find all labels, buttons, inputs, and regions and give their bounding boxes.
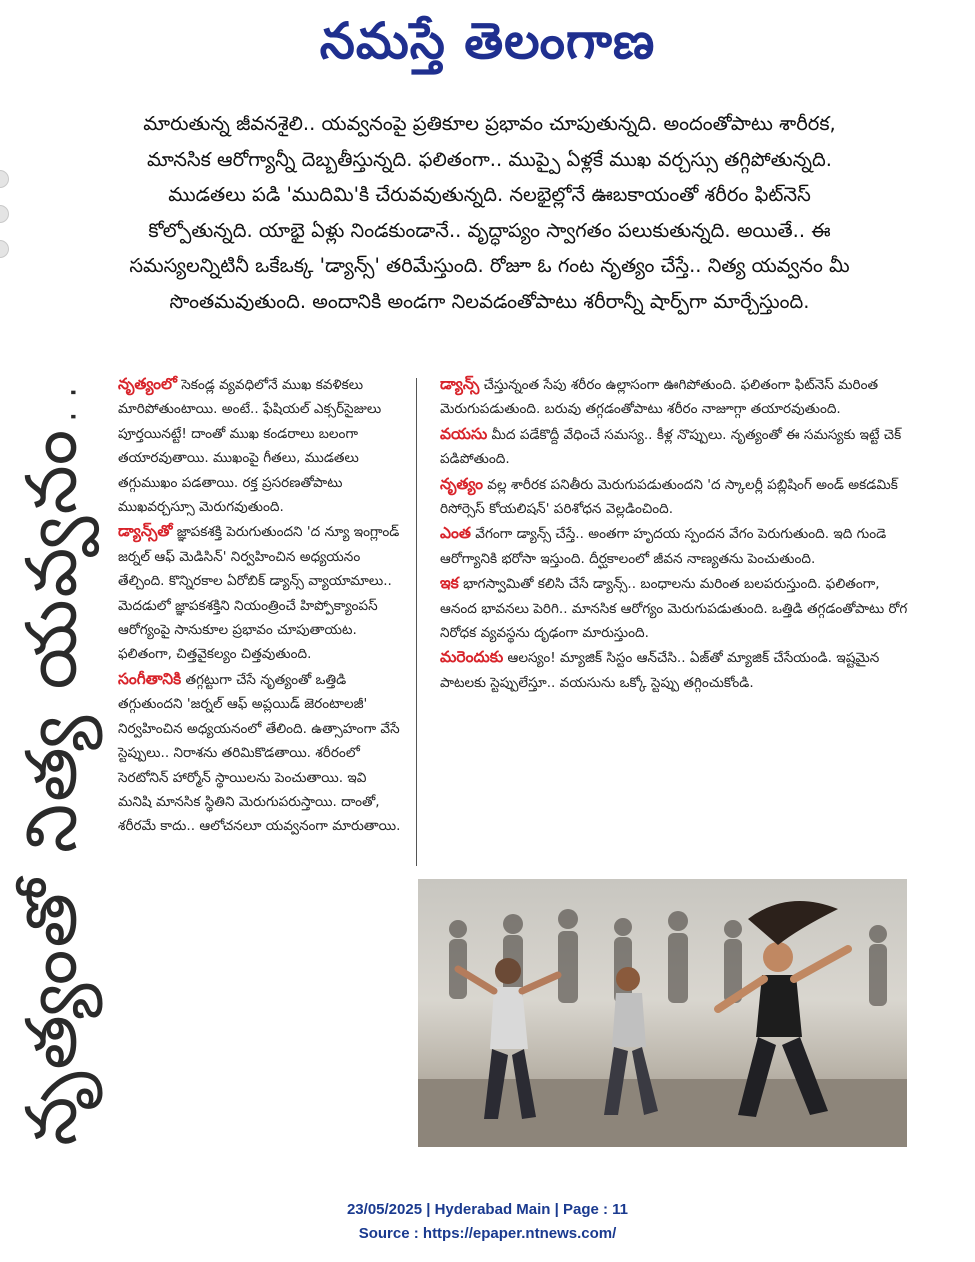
vertical-headline bbox=[10, 372, 106, 1152]
left-column bbox=[118, 372, 404, 839]
article-paragraph bbox=[440, 521, 908, 571]
punch-holes bbox=[0, 170, 9, 275]
article-paragraph bbox=[118, 372, 404, 519]
intro-line: కోల్పోతున్నది. యాభై ఏళ్లు నిండకుండానే.. వృద్ధాప్యం స్వాగతం పలుకుతున్నది. అయితే.. ఈ bbox=[148, 218, 831, 242]
article-paragraph bbox=[440, 571, 908, 645]
paragraph-text: తగ్గట్టుగా చేసే నృత్యంతో ఒత్తిడి తగ్గుతుందని 'జర్నల్ ఆఫ్ అప్లయిడ్ జెరంటాలజీ' నిర్వహించిన అధ్యయనంలో తేలింది. ఉత్సాహంగా వేసే స్టెప్పులు.. నిరాశను తరిమికొడతాయి. శరీరంలో సెరటోనిన్ హార్మోన్ స్థాయిలను పెంచుతాయి. ఇవి మనిషి మానసిక స్థితిని మెరుగుపరుస్తాయి. దాంతో, శరీరమే కాదు.. ఆలోచనలూ యవ్వనంగా మారుతాయి. bbox=[118, 671, 401, 835]
dance-class-photo bbox=[418, 879, 907, 1147]
paragraph-text: వేగంగా డ్యాన్స్ చేస్తే.. అంతగా హృదయ స్పందన వేగం పెరుగుతుంది. ఇది గుండె ఆరోగ్యానికి భరోసా ఇస్తుంది. దీర్ఘకాలంలో జీవన నాణ్యతను పెంచుతుంది. bbox=[440, 526, 887, 567]
right-column bbox=[440, 372, 908, 695]
paragraph-text: మీద పడేకొద్దీ వేధించే సమస్య.. కీళ్ల నొప్పులు. నృత్యంతో ఈ సమస్యకు ఇట్టే చెక్ పడిపోతుంది. bbox=[440, 426, 902, 468]
intro-line: సమస్యలన్నిటినీ ఒకేఒక్క 'డ్యాన్స్' తరిమేస్తుంది. రోజూ ఓ గంట నృత్యం చేస్తే.. నిత్య యవ్వనం మీ bbox=[129, 254, 850, 277]
intro-line: మానసిక ఆరోగ్యాన్నీ దెబ్బతీస్తున్నది. ఫలితంగా.. ముప్పై ఏళ్లకే ముఖ వర్చస్సు తగ్గిపోతున్నది. bbox=[146, 147, 833, 171]
article-paragraph bbox=[440, 472, 908, 522]
article-paragraph bbox=[118, 667, 404, 839]
article-paragraph bbox=[440, 422, 908, 472]
article-paragraph bbox=[440, 372, 908, 422]
paragraph-text: ఆలస్యం! మ్యాజిక్ సిస్టం ఆన్‌చేసి.. ఏజ్‌తో మ్యాజిక్ చేసేయండి. ఇష్టమైన పాటలకు స్టెప్పులేస్తూ.. వయసును ఒక్కో స్టెప్పు తగ్గించుకోండి. bbox=[440, 650, 880, 691]
column-divider bbox=[416, 378, 417, 866]
intro-line: సొంతమవుతుంది. అందానికి అండగా నిలవడంతోపాటు శరీరాన్నీ షార్ప్‌గా మార్చేస్తుంది. bbox=[169, 289, 810, 313]
paragraph-keyword: డ్యాన్స్ bbox=[440, 375, 480, 393]
paragraph-text: వల్ల శారీరక పనితీరు మెరుగుపడుతుందని 'ద స్కాలర్లీ పబ్లిషింగ్ అండ్ అకడమిక్ రిసోర్సెస్ కోయలిషన్' పరిశోధన వెల్లడించింది. bbox=[440, 476, 898, 518]
article-paragraph bbox=[440, 645, 908, 695]
masthead-title: నమస్తే తెలంగాణ bbox=[319, 11, 656, 70]
headline-text: నృత్యంతో నిత్య యవ్వనం.. bbox=[10, 378, 93, 1146]
paragraph-keyword: నృత్యం bbox=[440, 474, 483, 493]
punch-hole bbox=[0, 170, 9, 188]
punch-hole bbox=[0, 205, 9, 223]
paragraph-keyword: మరెందుకు bbox=[440, 648, 504, 667]
paragraph-keyword: డ్యాన్స్‌తో bbox=[118, 522, 173, 541]
dancers-illustration bbox=[418, 879, 907, 1147]
footer bbox=[0, 1198, 975, 1246]
intro-line: మారుతున్న జీవనశైలి.. యవ్వనంపై ప్రతికూల ప్రభావం చూపుతున్నది. అందంతోపాటు శారీరక, bbox=[143, 112, 836, 135]
footer-meta: 23/05/2025 | Hyderabad Main | Page : 11 bbox=[346, 1201, 629, 1218]
article-paragraph bbox=[118, 519, 404, 666]
paragraph-keyword: ఇక bbox=[440, 574, 459, 593]
paragraph-text: చేస్తున్నంత సేపు శరీరం ఉల్లాసంగా ఊగిపోతుంది. ఫలితంగా ఫిట్‌నెస్ మరింత మెరుగుపడుతుంది. బరువు తగ్గడంతోపాటు శరీరం నాజూగ్గా తయారవుతుంది. bbox=[440, 377, 879, 418]
paragraph-text: భాగస్వామితో కలిసి చేసే డ్యాన్స్.. బంధాలను మరింత బలపరుస్తుంది. ఫలితంగా, ఆనంద భావనలు పెరిగి.. మానసిక ఆరోగ్యం మెరుగుపడుతుంది. ఒత్తిడి తగ్గడంతోపాటు రోగ నిరోధక వ్యవస్థను దృఢంగా మారుస్తుంది. bbox=[440, 576, 908, 642]
intro-paragraph bbox=[22, 106, 957, 319]
paragraph-keyword: వయసు bbox=[440, 424, 488, 443]
paragraph-text: సెకండ్ల వ్యవధిలోనే ముఖ కవళికలు మారిపోతుంటాయి. అంటే.. ఫేషియల్ ఎక్సర్‌సైజులు పూర్తయినట్టే! దాంతో ముఖ కండరాలు బలంగా తయారవుతాయి. ముఖంపై గీతలు, ముడతలు తగ్గుముఖం పడతాయి. రక్త ప్రసరణతోపాటు ముఖవర్చస్సూ మెరుగవుతుంది. bbox=[118, 377, 382, 516]
footer-source: Source : https://epaper.ntnews.com/ bbox=[358, 1225, 617, 1242]
paragraph-keyword: నృత్యంలో bbox=[118, 375, 177, 393]
punch-hole bbox=[0, 240, 9, 258]
intro-line: ముడతలు పడి 'ముదిమి'కి చేరువవుతున్నది. నలభైల్లోనే ఊబకాయంతో శరీరం ఫిట్‌నెస్ bbox=[168, 183, 811, 206]
paragraph-text: జ్ఞాపకశక్తి పెరుగుతుందని 'ద న్యూ ఇంగ్లాండ్ జర్నల్ ఆఫ్ మెడిసిన్' నిర్వహించిన అధ్యయనం తేల్చింది. కొన్నిరకాల ఏరోబిక్ డ్యాన్స్ వ్యాయామాలు.. మెదడులో జ్ఞాపకశక్తిని నియంత్రించే హిప్పోక్యాంపస్ ఆరోగ్యంపై సానుకూల ప్రభావం చూపుతాయట. ఫలితంగా, చిత్తవైకల్యం చిత్తవుతుంది. bbox=[118, 524, 400, 663]
paragraph-keyword: ఎంత bbox=[440, 524, 471, 543]
paragraph-keyword: సంగీతానికి bbox=[118, 669, 182, 688]
